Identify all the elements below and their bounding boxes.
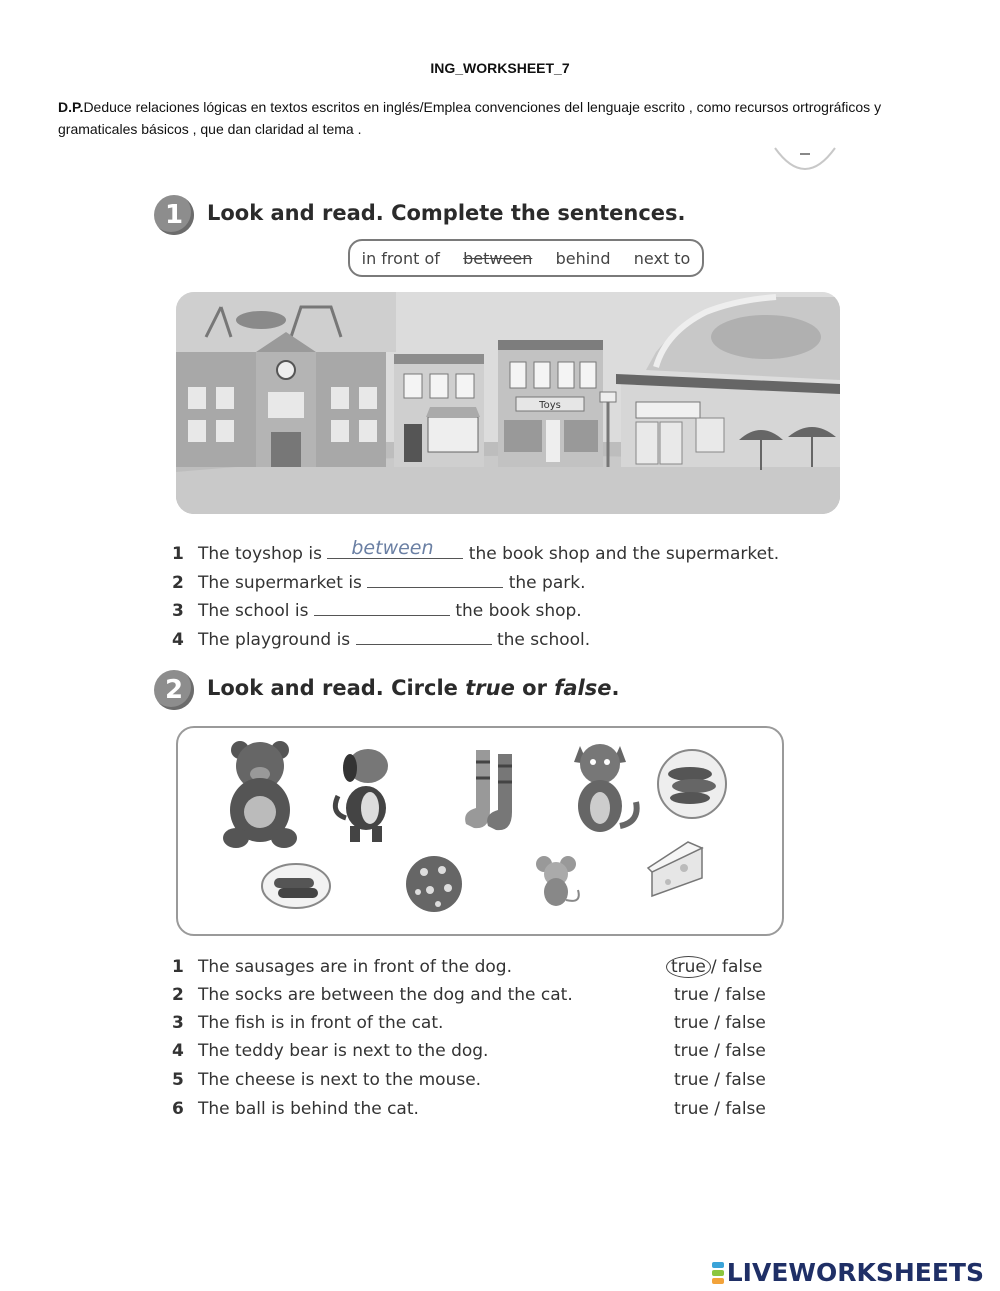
- sentence-3: [172, 595, 582, 623]
- true-false-choice[interactable]: [674, 1066, 766, 1094]
- answer-blank-3[interactable]: [314, 595, 450, 616]
- sentence-before: The school is: [198, 601, 309, 621]
- true-false-choice[interactable]: [674, 1095, 766, 1123]
- statement-5: [172, 1066, 792, 1094]
- statement-number: 3: [172, 1013, 184, 1033]
- false-option[interactable]: / false: [714, 1099, 766, 1119]
- true-false-choice[interactable]: [666, 953, 762, 981]
- sentence-number: 2: [172, 573, 184, 593]
- cheese-icon: [648, 842, 702, 896]
- true-option[interactable]: true: [674, 985, 709, 1005]
- true-false-choice[interactable]: [674, 1037, 766, 1065]
- sentence-after: the book shop.: [455, 601, 582, 621]
- false-option[interactable]: / false: [710, 957, 763, 977]
- sentence-before: The playground is: [198, 630, 351, 650]
- objects-picture-box: [176, 726, 784, 936]
- sentence-after: the park.: [508, 573, 586, 593]
- statement-number: 1: [172, 957, 184, 977]
- exercise-2-heading: Look and read. Circle true or false.: [207, 676, 620, 700]
- true-false-choice[interactable]: [674, 1009, 766, 1037]
- statement-6: [172, 1095, 792, 1123]
- statement-number: 6: [172, 1099, 184, 1119]
- fish-icon: [658, 750, 726, 818]
- answer-blank-1[interactable]: [327, 538, 463, 559]
- ball-icon: [406, 856, 462, 912]
- true-option-circled[interactable]: true: [666, 956, 711, 978]
- sentence-1: [172, 538, 779, 566]
- statement-number: 4: [172, 1041, 184, 1061]
- intro-text: Deduce relaciones lógicas en textos escritos en inglés/Emplea convenciones del lenguaje escrito , como recursos ortrográficos y gramaticales básicos , que dan claridad al tema .: [58, 99, 882, 137]
- sentence-number: 1: [172, 544, 184, 564]
- true-option[interactable]: true: [674, 1041, 709, 1061]
- cat-icon: [574, 744, 637, 832]
- statement-1: [172, 953, 792, 981]
- intro-label: D.P.: [58, 99, 84, 115]
- socks-icon: [465, 750, 512, 830]
- statement-text: The teddy bear is next to the dog.: [198, 1041, 489, 1061]
- word-behind: behind: [555, 248, 611, 268]
- statement-number: 5: [172, 1070, 184, 1090]
- word-bank: [348, 239, 704, 277]
- statement-3: [172, 1009, 792, 1037]
- sentence-after: the book shop and the supermarket.: [468, 544, 780, 564]
- word-next-to: next to: [633, 248, 691, 268]
- answer-text: between: [351, 537, 434, 559]
- sentence-before: The supermarket is: [198, 573, 362, 593]
- statement-text: The sausages are in front of the dog.: [198, 957, 512, 977]
- mouse-icon: [536, 856, 579, 906]
- sentence-number: 3: [172, 601, 184, 621]
- decorative-arc: [770, 140, 840, 176]
- false-option[interactable]: / false: [714, 985, 766, 1005]
- word-in-front-of: in front of: [361, 248, 440, 268]
- sentence-number: 4: [172, 630, 184, 650]
- true-option[interactable]: true: [674, 1070, 709, 1090]
- answer-blank-4[interactable]: [356, 624, 492, 645]
- exercise-2-number: 2: [154, 670, 194, 710]
- false-option[interactable]: / false: [714, 1041, 766, 1061]
- sentence-2: [172, 567, 585, 595]
- statement-text: The socks are between the dog and the cat.: [198, 985, 573, 1005]
- liveworksheets-icon: [712, 1261, 724, 1285]
- liveworksheets-brand-text: LIVEWORKSHEETS: [726, 1258, 984, 1287]
- town-scene-image: [176, 292, 840, 514]
- sausages-icon: [262, 864, 330, 908]
- sentence-after: the school.: [496, 630, 591, 650]
- statement-number: 2: [172, 985, 184, 1005]
- intro-paragraph: [58, 96, 938, 140]
- answer-blank-2[interactable]: [367, 567, 503, 588]
- statement-text: The ball is behind the cat.: [198, 1099, 419, 1119]
- dog-icon: [335, 749, 388, 842]
- word-between: between: [463, 248, 533, 268]
- statement-4: [172, 1037, 792, 1065]
- sentence-before: The toyshop is: [198, 544, 322, 564]
- teddy-bear-icon: [223, 741, 297, 848]
- false-option[interactable]: / false: [714, 1013, 766, 1033]
- true-false-choice[interactable]: [674, 981, 766, 1009]
- sentence-4: [172, 624, 590, 652]
- true-option[interactable]: true: [674, 1099, 709, 1119]
- exercise-1-heading: Look and read. Complete the sentences.: [207, 201, 686, 225]
- statement-text: The fish is in front of the cat.: [198, 1013, 444, 1033]
- exercise-1-number: 1: [154, 195, 194, 235]
- true-option[interactable]: true: [674, 1013, 709, 1033]
- statement-2: [172, 981, 792, 1009]
- false-option[interactable]: / false: [714, 1070, 766, 1090]
- toys-sign: Toys: [539, 400, 561, 411]
- statement-text: The cheese is next to the mouse.: [198, 1070, 482, 1090]
- liveworksheets-logo[interactable]: [712, 1258, 984, 1287]
- worksheet-title: ING_WORKSHEET_7: [430, 60, 570, 76]
